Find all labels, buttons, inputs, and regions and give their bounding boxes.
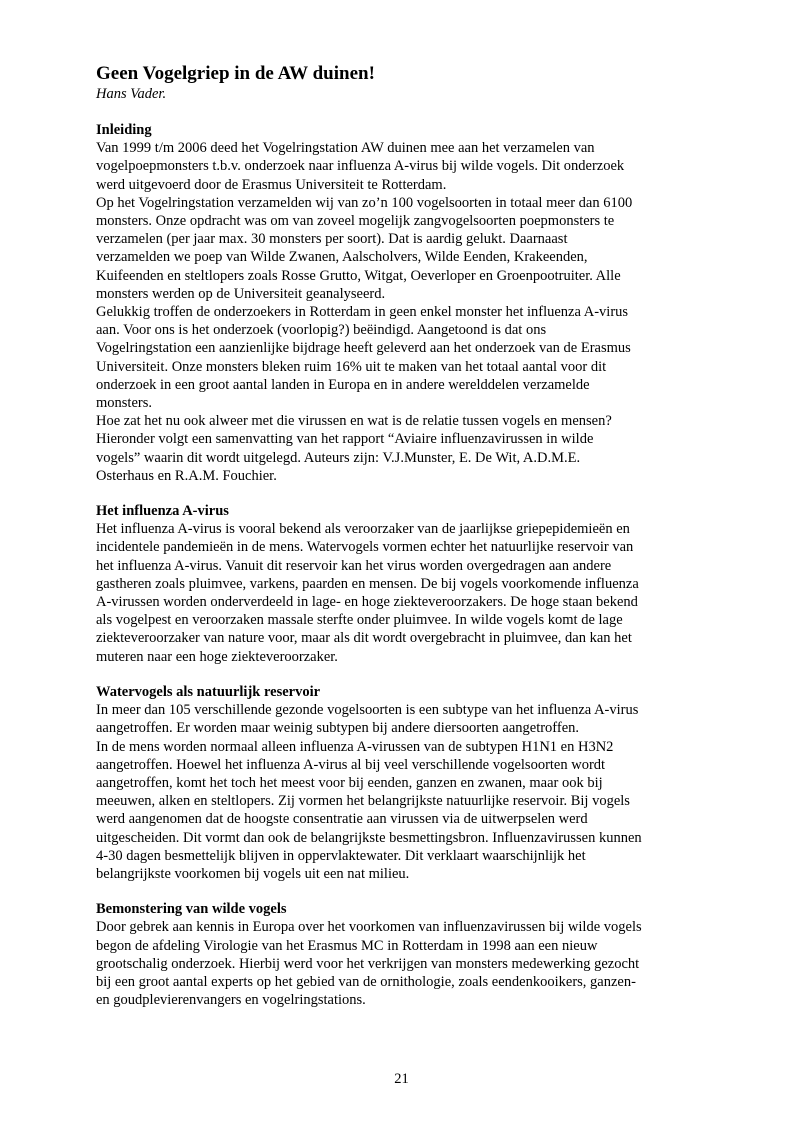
text-line: incidentele pandemieën in de mens. Watervogels vormen echter het natuurlijke reservoir van: [96, 539, 634, 556]
article-title: Geen Vogelgriep in de AW duinen!: [96, 63, 375, 84]
text-line: In meer dan 105 verschillende gezonde vogelsoorten is een subtype van het influenza A-virus: [96, 702, 639, 719]
text-line: In de mens worden normaal alleen influenza A-virussen van de subtypen H1N1 en H3N2: [96, 738, 614, 755]
section-paragraph: [96, 139, 716, 485]
text-line: Door gebrek aan kennis in Europa over het voorkomen van influenzavirussen bij wilde vogels: [96, 919, 642, 936]
text-line: Het influenza A-virus is vooral bekend als veroorzaker van de jaarlijkse griepepidemieën en: [96, 521, 630, 538]
text-line: bij een groot aantal experts op het gebied van de ornithologie, zoals eendenkooikers, ganzen-: [96, 973, 636, 990]
article-body: [96, 121, 716, 1009]
text-line: werd aangenomen dat de hoogste consentratie aan virussen via de uitwerpselen werd: [96, 811, 588, 828]
text-line: verzamelden we poep van Wilde Zwanen, Aalscholvers, Wilde Eenden, Krakeenden,: [96, 249, 588, 266]
document-page: [96, 62, 716, 1009]
text-line: Vogelringstation een aanzienlijke bijdrage heeft geleverd aan het onderzoek van de Erasmus: [96, 340, 631, 357]
spacer: [96, 666, 716, 683]
section-paragraph: [96, 701, 716, 883]
text-line: aangetroffen. Hoewel het influenza A-virus al bij veel verschillende vogelsoorten wordt: [96, 756, 606, 773]
text-line: onderzoek in een groot aantal landen in Europa en in andere werelddelen verzamelde: [96, 376, 590, 393]
article-section: [96, 502, 716, 683]
text-line: Op het Vogelringstation verzamelden wij van zo’n 100 vogelsoorten in totaal meer dan 6100: [96, 194, 633, 211]
text-line: begon de afdeling Virologie van het Erasmus MC in Rotterdam in 1998 aan een nieuw: [96, 937, 598, 954]
text-line: uitgescheiden. Dit vormt dan ook de belangrijkste besmettingsbron. Influenzavirussen kunnen: [96, 829, 642, 846]
text-line: Kuifeenden en steltlopers zoals Rosse Grutto, Witgat, Oeverloper en Groenpootruiter. Alle: [96, 267, 621, 284]
text-line: 4-30 dagen besmettelijk blijven in oppervlaktewater. Dit verklaart waarschijnlijk het: [96, 847, 586, 864]
text-line: belangrijkste voorkomen bij vogels uit een nat milieu.: [96, 865, 410, 882]
text-line: grootschalig onderzoek. Hierbij werd voor het verkrijgen van monsters medewerking gezocht: [96, 955, 640, 972]
section-paragraph: [96, 520, 716, 666]
text-line: aangetroffen, komt het toch het meest voor bij eenden, ganzen en zwanen, maar ook bij: [96, 774, 603, 791]
article-section: [96, 121, 716, 502]
text-line: A-virussen worden onderverdeeld in lage- en hoge ziekteveroorzakers. De hoge staan bekend: [96, 594, 638, 611]
spacer: [96, 485, 716, 502]
text-line: monsters. Onze opdracht was om van zoveel mogelijk zangvogelsoorten poepmonsters te: [96, 213, 615, 230]
section-heading: Het influenza A-virus: [96, 503, 229, 520]
article-author: Hans Vader.: [96, 86, 167, 102]
text-line: werd uitgevoerd door de Erasmus Universiteit te Rotterdam.: [96, 176, 447, 193]
section-heading: Watervogels als natuurlijk reservoir: [96, 683, 321, 700]
section-paragraph: [96, 918, 716, 1009]
text-line: Universiteit. Onze monsters bleken ruim 16% uit te maken van het totaal aantal voor dit: [96, 358, 607, 375]
spacer: [96, 103, 716, 121]
text-line: Van 1999 t/m 2006 deed het Vogelringstation AW duinen mee aan het verzamelen van: [96, 140, 595, 157]
text-line: vogelpoepmonsters t.b.v. onderzoek naar influenza A-virus bij wilde vogels. Dit onderzoek: [96, 158, 625, 175]
spacer: [96, 883, 716, 900]
page-number: 21: [394, 1071, 409, 1087]
text-line: monsters werden op de Universiteit geanalyseerd.: [96, 285, 386, 302]
text-line: vogels” waarin dit wordt uitgelegd. Auteurs zijn: V.J.Munster, E. De Wit, A.D.M.E.: [96, 449, 581, 466]
section-heading: Inleiding: [96, 122, 152, 138]
article-section: [96, 683, 716, 900]
text-line: verzamelen (per jaar max. 30 monsters per soort). Dat is aardig gelukt. Daarnaast: [96, 231, 568, 248]
text-line: gastheren zoals pluimvee, varkens, paarden en mensen. De bij vogels voorkomende influenza: [96, 575, 639, 592]
article-section: [96, 900, 716, 1009]
text-line: als vogelpest en veroorzaken massale sterfte onder pluimvee. In wilde vogels komt de lage: [96, 612, 623, 629]
section-heading: Bemonstering van wilde vogels: [96, 901, 287, 918]
text-line: aangetroffen. Er worden maar weinig subtypen bij andere diersoorten aangetroffen.: [96, 720, 580, 737]
text-line: aan. Voor ons is het onderzoek (voorlopig?) beëindigd. Aangetoond is dat ons: [96, 322, 547, 339]
text-line: Gelukkig troffen de onderzoekers in Rotterdam in geen enkel monster het influenza A-virus: [96, 304, 629, 321]
text-line: muteren naar een hoge ziekteveroorzaker.: [96, 648, 338, 665]
text-line: meeuwen, alken en steltlopers. Zij vormen het belangrijkste natuurlijke reservoir. Bij vogels: [96, 793, 630, 810]
text-line: ziekteveroorzaker van nature voor, maar als dit wordt overgebracht in pluimvee, dan kan het: [96, 630, 632, 647]
text-line: en goudplevierenvangers en vogelringstations.: [96, 992, 366, 1009]
text-line: monsters.: [96, 395, 152, 412]
text-line: het influenza A-virus. Vanuit dit reservoir kan het virus worden overgedragen aan andere: [96, 557, 612, 574]
text-line: Osterhaus en R.A.M. Fouchier.: [96, 467, 277, 484]
text-line: Hoe zat het nu ook alweer met die virussen en wat is de relatie tussen vogels en mensen?: [96, 413, 612, 430]
text-line: Hieronder volgt een samenvatting van het rapport “Aviaire influenzavirussen in wilde: [96, 431, 594, 448]
